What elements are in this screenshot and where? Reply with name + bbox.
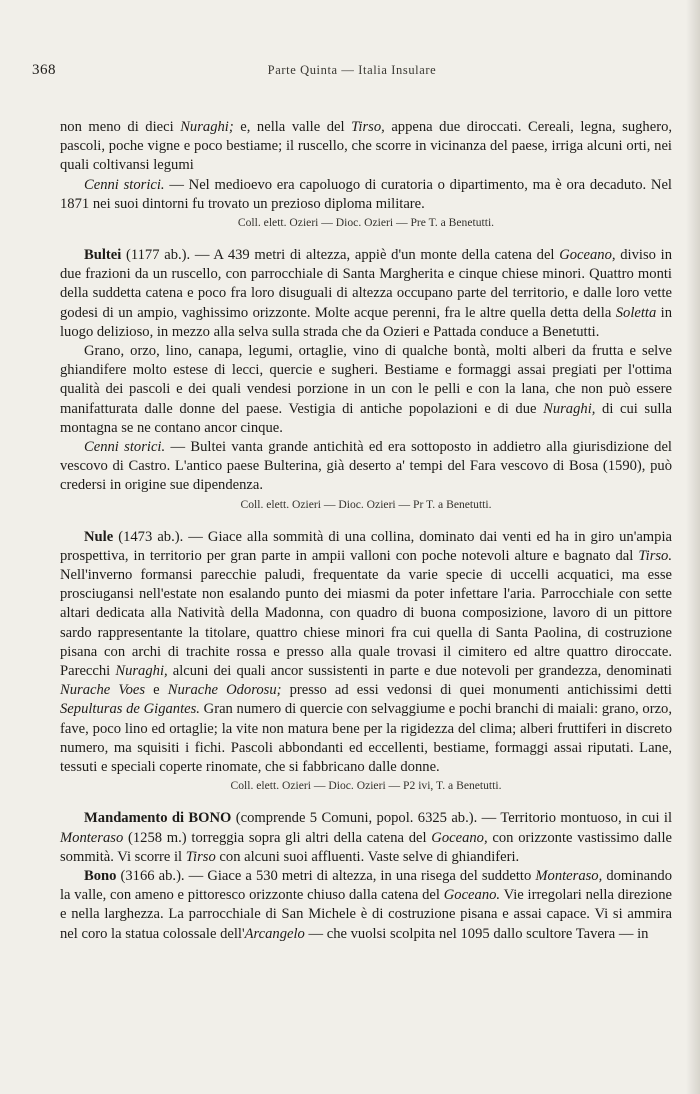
text-run: Vie irregolari nella direzione e nella larghezza. La parrocchiale di San Michele è di costruzione pisana e assai capace. Vi si ammira nel coro la statua colossale dell'	[60, 887, 672, 942]
text-run: presso ad essi vedonsi di quei monumenti antichissimi detti	[281, 682, 672, 699]
text-run: e, nella valle del	[233, 119, 352, 135]
italic-term: Soletta	[615, 304, 657, 321]
paragraph	[60, 118, 672, 176]
paragraph	[60, 176, 672, 214]
text-run: con orizzonte vastissimo dalle sommità. Vi scorre il	[60, 829, 672, 865]
italic-term: Monteraso,	[535, 867, 603, 884]
collocation-note: Coll. elett. Ozieri — Dioc. Ozieri — Pr T. a Benetutti.	[240, 497, 492, 511]
paragraph	[60, 867, 672, 944]
italic-term: Nuraghi;	[180, 119, 234, 135]
italic-term: Nurache Odorosu;	[167, 682, 282, 699]
paragraph	[60, 528, 672, 778]
text-run: (1473 ab.). — Giace alla sommità di una collina, dominato dai venti ed ha in giro un'ampia prospettiva, in territorio per gran parte in ampii valloni con poche notevoli alture e bagnato dal	[60, 528, 672, 564]
text-run: non meno di dieci	[60, 119, 181, 135]
text-run: in luogo delizioso, in mezzo alla selva sulla strada che da Ozieri e Pattada conduce a Benetutti.	[60, 304, 673, 340]
entry-headword: Bono	[84, 867, 117, 884]
paragraph	[60, 809, 672, 867]
italic-term: Tirso	[185, 848, 216, 865]
italic-term: Goceano,	[431, 829, 488, 846]
text-run: alcuni dei quali ancor sussistenti in parte e due notevoli per grandezza, denominati	[167, 663, 672, 680]
italic-term: Cenni storici.	[84, 176, 165, 193]
italic-term: Nuraghi,	[543, 400, 596, 417]
text-run: — che vuolsi scolpita nel 1095 dallo scultore Tavera — in	[304, 925, 649, 942]
italic-term: Monteraso	[60, 829, 124, 846]
collocation-note: Coll. elett. Ozieri — Dioc. Ozieri — Pre T. a Benetutti.	[237, 216, 495, 230]
italic-term: Nuraghi,	[115, 663, 168, 680]
text-run: (1177 ab.). — A 439 metri di altezza, appiè d'un monte della catena del	[121, 247, 560, 264]
italic-term: Arcangelo	[244, 925, 305, 942]
italic-term: Cenni storici.	[84, 439, 166, 456]
running-title: Parte Quinta — Italia Insulare	[267, 63, 437, 77]
text-run: con alcuni suoi affluenti. Vaste selve di ghiandiferi.	[215, 848, 520, 865]
italic-term: Goceano.	[443, 887, 501, 904]
collocation-note: Coll. elett. Ozieri — Dioc. Ozieri — P2 ivi, T. a Benetutti.	[230, 779, 502, 793]
page-number: 368	[32, 62, 56, 78]
text-run: — Bultei vanta grande antichità ed era sottoposto in addietro alla giurisdizione del vescovo di Castro. L'antico paese Bulterina, già deserto a' tempi del Fara vescovo di Bosa (1590), può credersi in origine sue dipendenza.	[60, 439, 672, 494]
text-run: Gran numero di quercie con selvaggiume e pochi branchi di maiali: grano, orzo, fave, poco lino ed ortaglie; la vite non matura bene per la rigidezza del clima; alberi fruttiferi in discreto numero, ma squisiti i fichi. Pascoli abbondanti ed eccellenti, bestiame, formaggi assai riputati. Lane, tessuti e speciali coperte rinomate, che si fabbricano dalle donne.	[60, 701, 672, 776]
text-run: (1258 m.) torreggia sopra gli altri della catena del	[123, 829, 432, 846]
entry-headword: Mandamento di BONO	[84, 810, 232, 827]
italic-term: Goceano,	[559, 247, 616, 264]
text-run: Nell'inverno formansi parecchie paludi, frequentate da varie specie di uccelli acquatici, ma esse prosciugansi nell'estate non esalando punto dei miasmi da poter infettare l'aria. Parrocchiale con sette altari dedicata alla Natività della Madonna, con quadro di buona composizione, lavoro di un pittore sardo rappresentante la titolare, quattro chiese minori fra cui quella di Santa Paolina, di costruzione pisana con archi di trachite rossa e presso alla quale trovasi il cimitero ed altre quattro diroccate. Parecchi	[60, 567, 672, 680]
page-header	[32, 62, 672, 82]
paragraph	[60, 438, 672, 496]
text-run: dominando la valle, con ameno e pittoresco orizzonte chiuso dalla catena del	[60, 867, 672, 904]
text-run: di cui sulla montagna se ne contano ancor cinque.	[60, 400, 672, 436]
italic-term: Nurache Voes	[60, 682, 146, 699]
text-run: e	[145, 682, 168, 699]
italic-term: Tirso.	[638, 547, 672, 564]
italic-term: Sepulturas de Gigantes.	[60, 701, 200, 718]
text-run: (3166 ab.). — Giace a 530 metri di altezza, in una risega del suddetto	[116, 867, 536, 884]
page-edge	[686, 0, 700, 1094]
entry-headword: Bultei	[84, 247, 122, 264]
text-run: — Nel medioevo era capoluogo di curatoria o dipartimento, ma è ora decaduto. Nel 1871 nei suoi dintorni fu trovato un prezioso diploma militare.	[60, 176, 672, 212]
paragraph	[60, 246, 672, 342]
text-run: appena due diroccati. Cereali, legna, sughero, pascoli, poche vigne e poco bestiame; il ruscello, che scorre in vicinanza del paese, irriga alcuni orti, nei quali coltivansi legumi	[60, 119, 673, 174]
paragraph	[60, 342, 672, 438]
italic-term: Tirso,	[351, 119, 385, 135]
text-run: (comprende 5 Comuni, popol. 6325 ab.). — Territorio montuoso, in cui il	[231, 810, 672, 827]
text-run: Grano, orzo, lino, canapa, legumi, ortaglie, vino di qualche bontà, molti alberi da frutta e selve ghiandifere molto estese di lecci, quercie e sugheri. Bestiame e formaggi assai pregiati per l'ottima qualità dei pascoli e dei quali vendesi porzione in un con le pelli e con la lana, che non può essere manifatturata dalle donne del paese. Vestigia di antiche popolazioni e di due	[60, 343, 672, 417]
entry-headword: Nule	[84, 528, 114, 545]
body-text	[60, 118, 672, 944]
text-run: diviso in due frazioni da un ruscello, con parrocchiale di Santa Margherita e cinque chiese minori. Quattro monti della suddetta catena e poco fra loro disuguali di altezza occupano parte del territorio, e dalle loro vette godesi di un ampio, vaghissimo orizzonte. Molte acque perenni, fra le altre quella detta della	[60, 247, 673, 321]
